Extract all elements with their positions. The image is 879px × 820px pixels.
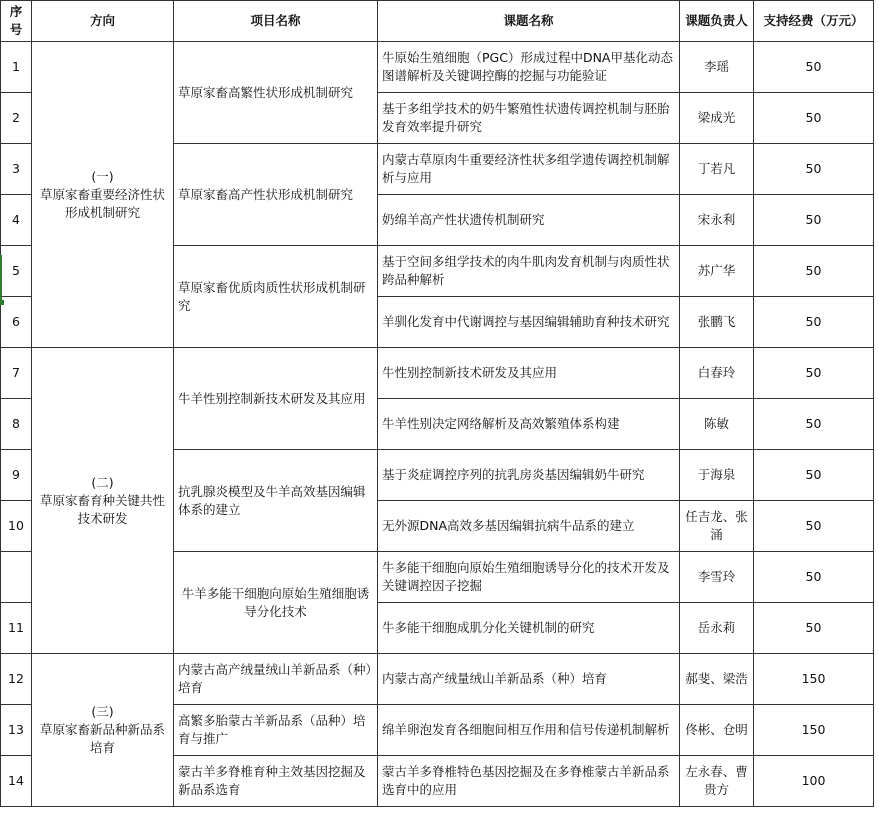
topic-cell[interactable]: 绵羊卵泡发育各细胞间相互作用和信号传递机制解析 — [378, 705, 680, 756]
topic-cell[interactable]: 羊驯化发育中代谢调控与基因编辑辅助育种技术研究 — [378, 297, 680, 348]
leader-cell[interactable]: 丁若凡 — [680, 144, 754, 195]
direction-cell[interactable] — [32, 42, 174, 348]
topic-cell[interactable]: 基于多组学技术的奶牛繁殖性状遗传调控机制与胚胎发育效率提升研究 — [378, 93, 680, 144]
project-cell[interactable]: 蒙古羊多脊椎育种主效基因挖掘及新品系选育 — [174, 756, 378, 807]
leader-cell[interactable]: 任吉龙、张涌 — [680, 501, 754, 552]
table-row — [1, 348, 874, 399]
seq-cell[interactable]: 7 — [1, 348, 32, 399]
leader-cell[interactable]: 宋永利 — [680, 195, 754, 246]
seq-cell[interactable]: 3 — [1, 144, 32, 195]
leader-cell[interactable]: 于海泉 — [680, 450, 754, 501]
leader-cell[interactable]: 白春玲 — [680, 348, 754, 399]
funding-cell[interactable]: 50 — [754, 399, 874, 450]
funding-cell[interactable]: 50 — [754, 501, 874, 552]
project-cell[interactable]: 草原家畜高繁性状形成机制研究 — [174, 42, 378, 144]
leader-cell[interactable]: 张鹏飞 — [680, 297, 754, 348]
leader-cell[interactable]: 岳永莉 — [680, 603, 754, 654]
selection-border — [0, 255, 2, 302]
leader-cell[interactable]: 李雪玲 — [680, 552, 754, 603]
direction-text: (二) 草原家畜育种关键共性技术研发 — [39, 474, 165, 526]
leader-cell[interactable]: 左永春、曹贵方 — [680, 756, 754, 807]
seq-cell[interactable]: 10 — [1, 501, 32, 552]
header-topic[interactable]: 课题名称 — [378, 1, 680, 42]
project-cell[interactable]: 内蒙古高产绒量绒山羊新品系（种）培育 — [174, 654, 378, 705]
seq-cell[interactable]: 2 — [1, 93, 32, 144]
table-row — [1, 654, 874, 705]
project-cell[interactable]: 草原家畜优质肉质性状形成机制研究 — [174, 246, 378, 348]
header-row — [1, 1, 874, 42]
funding-cell[interactable]: 50 — [754, 246, 874, 297]
project-cell[interactable]: 牛羊多能干细胞向原始生殖细胞诱导分化技术 — [174, 552, 378, 654]
topic-cell[interactable]: 牛原始生殖细胞（PGC）形成过程中DNA甲基化动态图谱解析及关键调控酶的挖掘与功能验证 — [378, 42, 680, 93]
topic-cell[interactable]: 牛多能干细胞向原始生殖细胞诱导分化的技术开发及关键调控因子挖掘 — [378, 552, 680, 603]
funding-cell[interactable]: 50 — [754, 93, 874, 144]
funding-cell[interactable]: 50 — [754, 450, 874, 501]
leader-cell[interactable]: 佟彬、仓明 — [680, 705, 754, 756]
topic-cell[interactable]: 牛多能干细胞成肌分化关键机制的研究 — [378, 603, 680, 654]
funding-cell[interactable]: 50 — [754, 144, 874, 195]
seq-cell[interactable]: 11 — [1, 603, 32, 654]
funding-cell[interactable]: 50 — [754, 348, 874, 399]
funding-cell[interactable]: 50 — [754, 297, 874, 348]
selection-fill-handle[interactable] — [0, 300, 4, 305]
topic-cell[interactable]: 奶绵羊高产性状遗传机制研究 — [378, 195, 680, 246]
header-direction[interactable]: 方向 — [32, 1, 174, 42]
seq-cell[interactable]: 6 — [1, 297, 32, 348]
funding-cell[interactable]: 100 — [754, 756, 874, 807]
direction-cell[interactable] — [32, 348, 174, 654]
topic-cell[interactable]: 牛性别控制新技术研发及其应用 — [378, 348, 680, 399]
leader-cell[interactable]: 郝斐、梁浩 — [680, 654, 754, 705]
direction-text: (三) 草原家畜新品种新品系培育 — [39, 704, 165, 755]
project-cell[interactable]: 牛羊性别控制新技术研发及其应用 — [174, 348, 378, 450]
direction-text: (一) 草原家畜重要经济性状形成机制研究 — [39, 168, 165, 220]
leader-cell[interactable]: 李瑶 — [680, 42, 754, 93]
leader-cell[interactable]: 苏广华 — [680, 246, 754, 297]
seq-cell[interactable]: 13 — [1, 705, 32, 756]
header-funding[interactable]: 支持经费（万元） — [754, 1, 874, 42]
header-project[interactable]: 项目名称 — [174, 1, 378, 42]
project-cell[interactable]: 草原家畜高产性状形成机制研究 — [174, 144, 378, 246]
funding-cell[interactable]: 50 — [754, 42, 874, 93]
seq-cell[interactable] — [1, 552, 32, 603]
project-cell[interactable]: 高繁多胎蒙古羊新品系（品种）培育与推广 — [174, 705, 378, 756]
seq-cell[interactable]: 4 — [1, 195, 32, 246]
seq-cell[interactable]: 12 — [1, 654, 32, 705]
funding-cell[interactable]: 150 — [754, 654, 874, 705]
header-leader[interactable]: 课题负责人 — [680, 1, 754, 42]
topic-cell[interactable]: 内蒙古草原肉牛重要经济性状多组学遗传调控机制解析与应用 — [378, 144, 680, 195]
funding-cell[interactable]: 50 — [754, 552, 874, 603]
topic-cell[interactable]: 无外源DNA高效多基因编辑抗病牛品系的建立 — [378, 501, 680, 552]
project-cell[interactable]: 抗乳腺炎模型及牛羊高效基因编辑体系的建立 — [174, 450, 378, 552]
seq-cell[interactable]: 1 — [1, 42, 32, 93]
topic-cell[interactable]: 基于空间多组学技术的肉牛肌肉发育机制与肉质性状跨品种解析 — [378, 246, 680, 297]
seq-cell[interactable]: 14 — [1, 756, 32, 807]
topic-cell[interactable]: 基于炎症调控序列的抗乳房炎基因编辑奶牛研究 — [378, 450, 680, 501]
funding-cell[interactable]: 150 — [754, 705, 874, 756]
topic-cell[interactable]: 牛羊性别决定网络解析及高效繁殖体系构建 — [378, 399, 680, 450]
header-seq[interactable]: 序号 — [1, 1, 32, 42]
leader-cell[interactable]: 梁成光 — [680, 93, 754, 144]
table-row — [1, 42, 874, 93]
leader-cell[interactable]: 陈敏 — [680, 399, 754, 450]
funding-cell[interactable]: 50 — [754, 195, 874, 246]
seq-cell[interactable]: 5 — [1, 246, 32, 297]
seq-cell[interactable]: 8 — [1, 399, 32, 450]
topic-cell[interactable]: 内蒙古高产绒量绒山羊新品系（种）培育 — [378, 654, 680, 705]
funding-cell[interactable]: 50 — [754, 603, 874, 654]
seq-cell[interactable]: 9 — [1, 450, 32, 501]
direction-cell[interactable] — [32, 654, 174, 807]
topic-cell[interactable]: 蒙古羊多脊椎特色基因挖掘及在多脊椎蒙古羊新品系选育中的应用 — [378, 756, 680, 807]
